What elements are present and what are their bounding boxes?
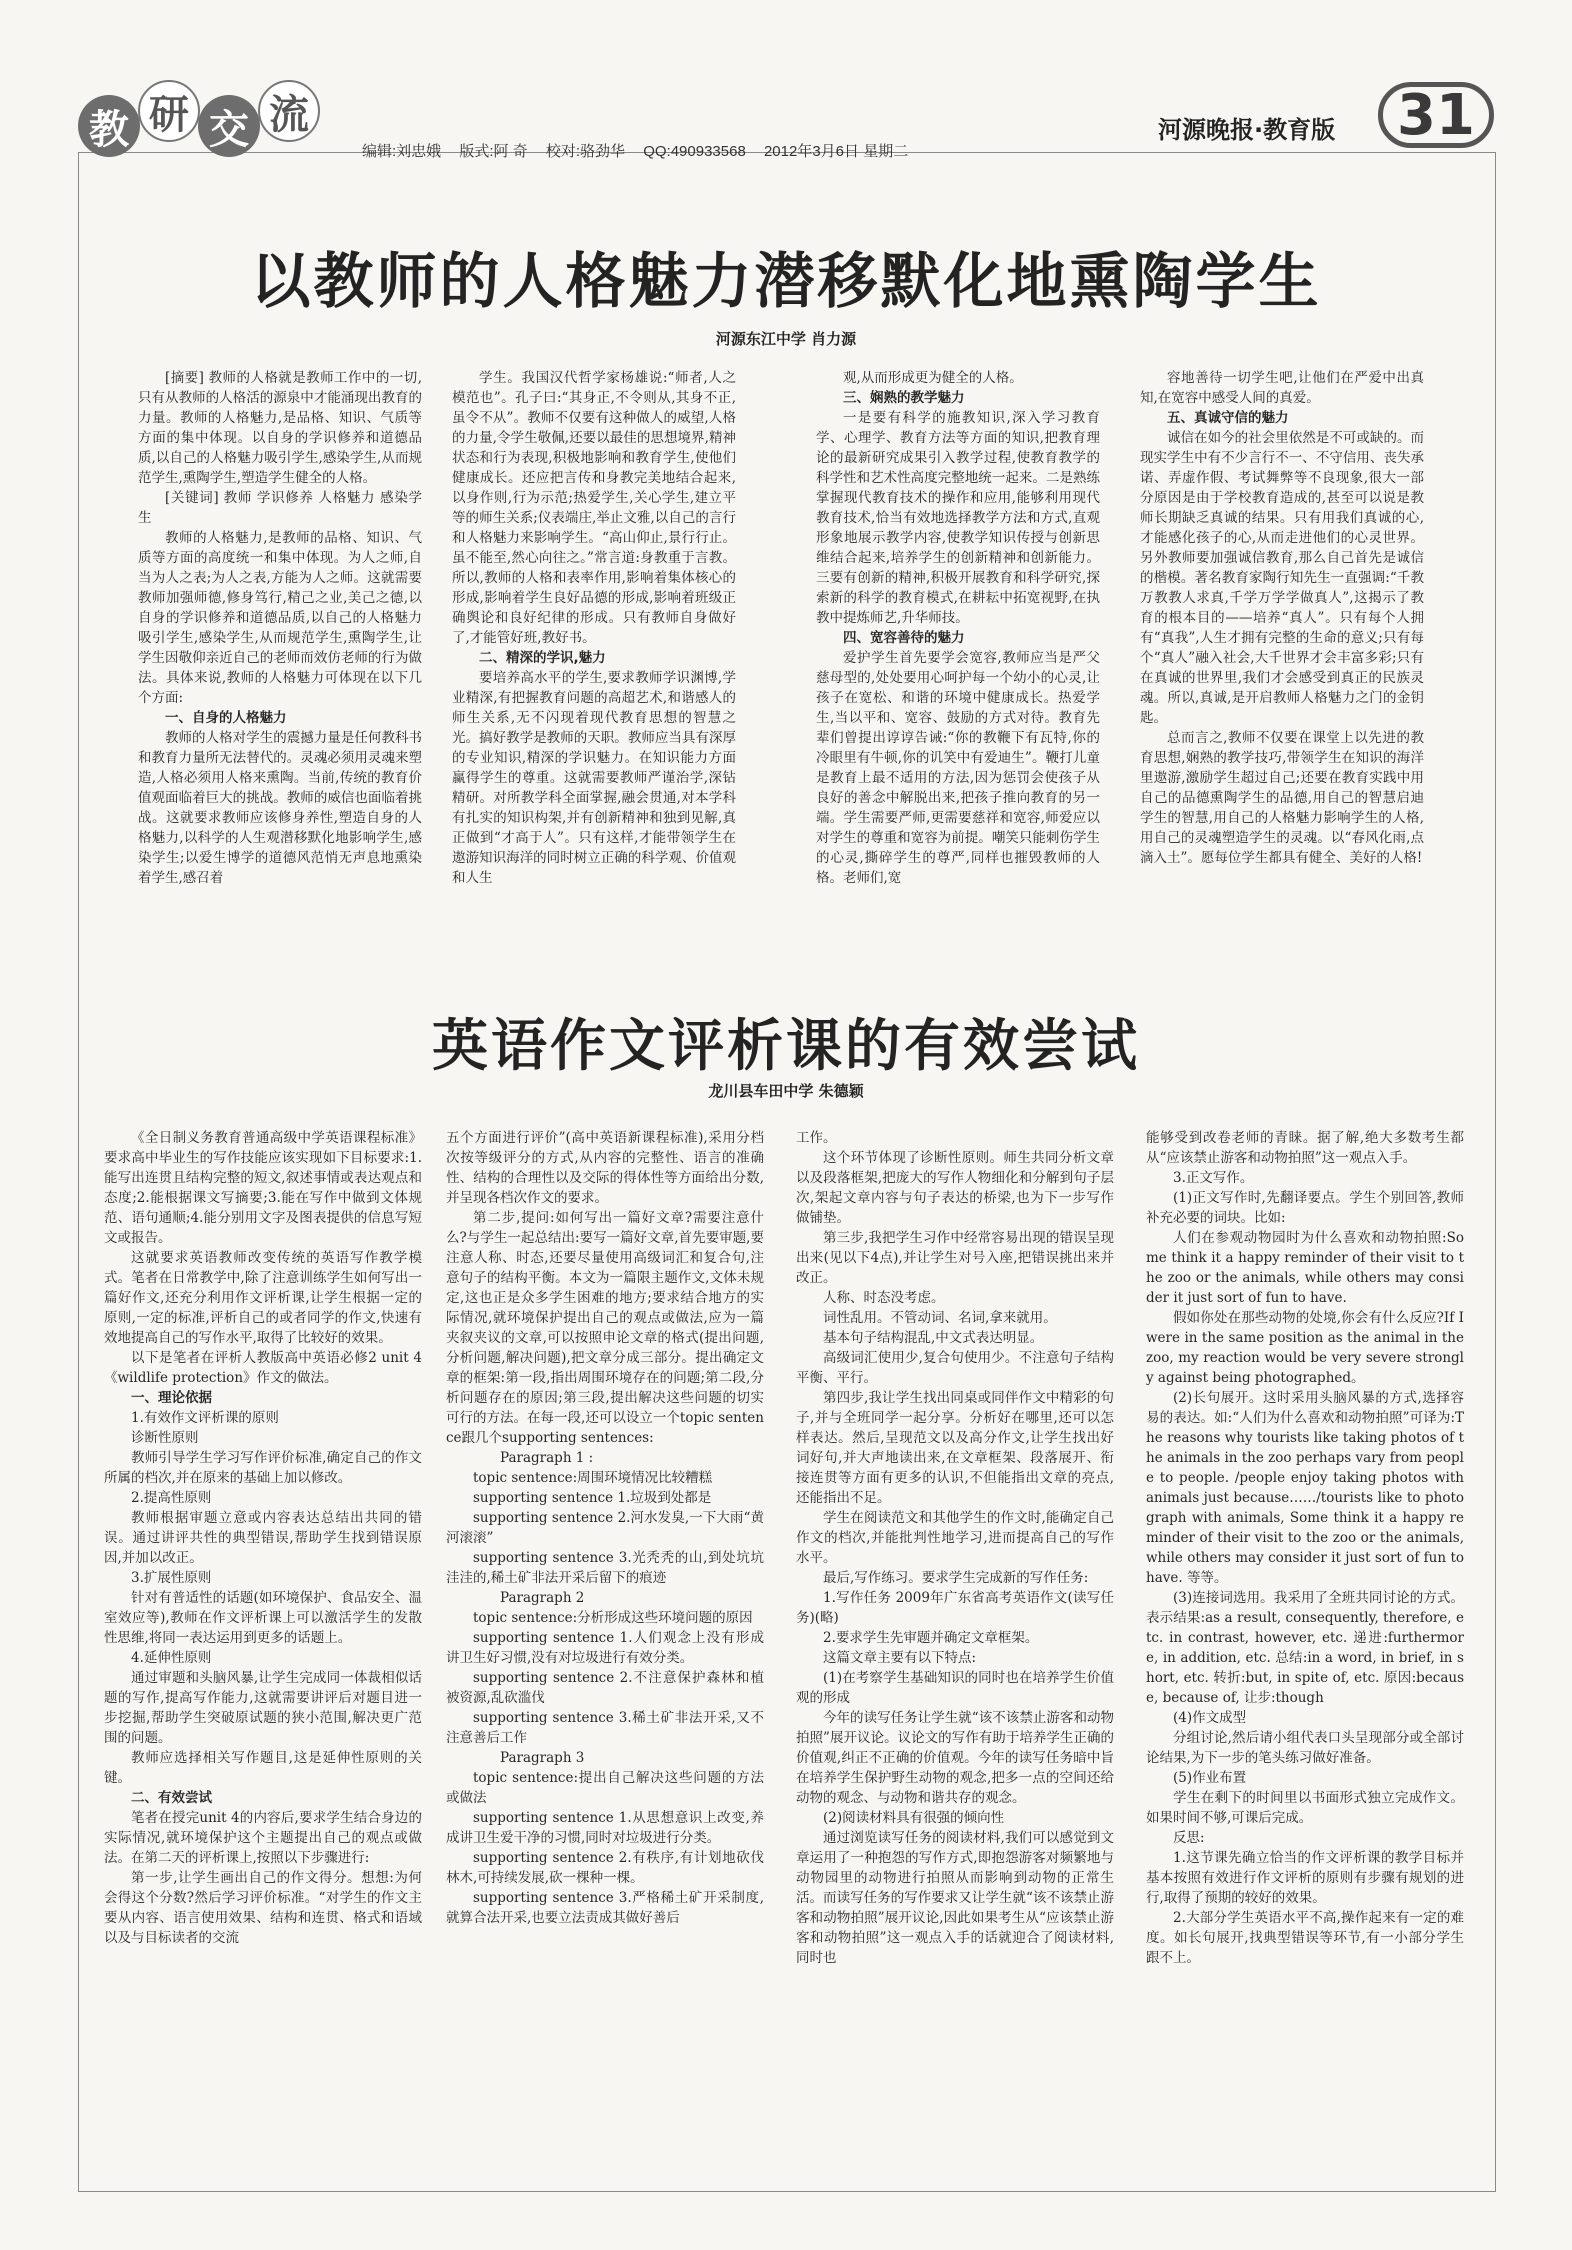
paragraph: 教师引导学生学习写作评价标准,确定自己的作文所属的档次,并在原来的基础上加以修改。	[104, 1450, 422, 1486]
paragraph: 第三步,我把学生习作中经常容易出现的错误呈现出来(见以下4点),并让学生对号入座,把错误挑出来并改正。	[796, 1230, 1114, 1286]
paragraph: 针对有普适性的话题(如环境保护、食品安全、温室效应等),教师在作文评析课上可以激活学生的发散性思维,将同一表达运用到更多的话题上。	[104, 1590, 422, 1646]
paragraph: 通过审题和头脑风暴,让学生完成同一体裁相似话题的写作,提高写作能力,这就需要讲评后对题目进一步挖掘,帮助学生突破原试题的狭小范围,解决更广范围的问题。	[104, 1670, 422, 1746]
paragraph: 笔者在授完unit 4的内容后,要求学生结合身边的实际情况,就环境保护这个主题提出自己的观点或做法。在第二天的评析课上,按照以下步骤进行:	[104, 1810, 422, 1866]
paragraph: Paragraph 3	[500, 1750, 585, 1766]
paragraph: supporting sentence 1.垃圾到处都是	[473, 1490, 712, 1506]
paragraph: 最后,写作练习。要求学生完成新的写作任务:	[823, 1570, 1089, 1586]
paragraph: (2)长句展开。这时采用头脑风暴的方式,选择容易的表达。如:“人们为什么喜欢和动物拍照”可译为:The reasons why tourists like taking photos of the animals in the zoo perhaps vary from people to people. /people enjoy taking photos with animals just because……/tourists like to photograph with animals, Some think it a happy reminder of their visit to the zoo or the animals, while others may consider it just sort of fun to have. 等等。	[1146, 1390, 1464, 1586]
paragraph: (4)作文成型	[1173, 1710, 1247, 1726]
paragraph: 以下是笔者在评析人教版高中英语必修2 unit 4《wildlife protection》作文的做法。	[104, 1350, 422, 1386]
article2-column-1	[104, 1128, 422, 2183]
subsection-label: 4.延伸性原则	[131, 1650, 212, 1666]
section-heading: 一、理论依据	[131, 1390, 212, 1406]
paragraph: 2.大部分学生英语水平不高,操作起来有一定的难度。如长句展开,找典型错误等环节,有一小部分学生跟不上。	[1146, 1910, 1464, 1966]
paragraph: 这就要求英语教师改变传统的英语写作教学模式。笔者在日常教学中,除了注意训练学生如何写出一篇好作文,还充分利用作文评析课,让学生根据一定的原则,一定的标准,评析自己的或者同学的作文,快速有效地提高自己的写作水平,取得了比较好的效果。	[104, 1250, 422, 1346]
paragraph: 总而言之,教师不仅要在课堂上以先进的教育思想,娴熟的教学技巧,带领学生在知识的海洋里遨游,激励学生超过自己;还要在教育实践中用自己的品德熏陶学生的品德,用自己的智慧启迪学生的智慧,用自己的人格魅力影响学生的人格,用自己的灵魂塑造学生的灵魂。以“春风化雨,点滴入土”。愿每位学生都具有健全、美好的人格!	[1140, 730, 1424, 866]
paragraph: 容地善待一切学生吧,让他们在严爱中出真知,在宽容中感受人间的真爱。	[1140, 370, 1424, 406]
subsection-label: 3.扩展性原则	[131, 1570, 212, 1586]
paragraph: 诚信在如今的社会里依然是不可或缺的。而现实学生中有不少言行不一、不守信用、丧失承诺、弄虚作假、考试舞弊等不良现象,很大一部分原因是由于学校教育造成的,甚至可以说是教师长期缺乏真诚的结果。只有用我们真诚的心,才能感化孩子的心,从而走进他们的心灵世界。另外教师要加强诚信教育,那么自己首先是诚信的楷模。著名教育家陶行知先生一直强调:“千教万教教人求真,千学万学学做真人”,这揭示了教育的根本目的——培养“真人”。只有每个人拥有“真我”,人生才拥有完整的生命的意义;只有每个“真人”融入社会,大千世界才会丰富多彩;只有在真诚的世界里,我们才会感受到真正的民族灵魂。所以,真诚,是开启教师人格魅力之门的金钥匙。	[1140, 430, 1424, 726]
newspaper-brand: 河源晚报·教育版	[1158, 116, 1336, 144]
paragraph: 2.要求学生先审题并确定文章框架。	[823, 1630, 1039, 1646]
paragraph: supporting sentence 2.不注意保护森林和植被资源,乱砍滥伐	[446, 1670, 764, 1706]
section-heading: 四、宽容善待的魅力	[843, 630, 965, 646]
paragraph: supporting sentence 2.有秩序,有计划地砍伐林木,可持续发展,砍一棵种一棵。	[446, 1850, 764, 1886]
paragraph: topic sentence:分析形成这些环境问题的原因	[473, 1610, 753, 1626]
section-heading: 二、有效尝试	[131, 1790, 212, 1806]
paragraph: 能够受到改卷老师的青睐。据了解,绝大多数考生都从“应该禁止游客和动物拍照”这一观点入手。	[1146, 1130, 1464, 1166]
paragraph: 高级词汇使用少,复合句使用少。不注意句子结构平衡、平行。	[796, 1350, 1114, 1386]
paragraph: 教师的人格魅力,是教师的品格、知识、气质等方面的高度统一和集中体现。为人之师,自当为人之表;为人之表,方能为人之师。这就需要教师加强师德,修身笃行,精己之业,美己之德,以自身的学识修养和道德品质,以自己的人格魅力吸引学生,感染学生,从而规范学生,熏陶学生,让学生因敬仰亲近自己的老师而效仿老师的行为做法。具体来说,教师的人格魅力可体现在以下几个方面:	[138, 530, 422, 706]
section-heading: 二、精深的学识,魅力	[479, 650, 606, 666]
paragraph: (1)在考察学生基础知识的同时也在培养学生价值观的形成	[796, 1670, 1114, 1706]
paragraph: supporting sentence 3.严格稀土矿开采制度,就算合法开采,也要立法责成其做好善后	[446, 1890, 764, 1926]
article2-column-3	[796, 1128, 1114, 2183]
article2-title: 英语作文评析课的有效尝试	[432, 1014, 1140, 1079]
section-char-3: 交	[198, 95, 260, 157]
paragraph: 学生。我国汉代哲学家杨雄说:“师者,人之模范也”。孔子曰:“其身正,不令则从,其身不正,虽令不从”。教师不仅要有这种做人的威望,人格的力量,令学生敬佩,还要以最佳的思想境界,精神状态和行为表现,积极地影响和教育学生,使他们健康成长。还应把言传和身教完美地结合起来,以身作则,行为示范;热爱学生,关心学生,建立平等的师生关系;仪表端庄,举止文雅,以自己的言行和人格魅力来影响学生。“高山仰止,景行行止。虽不能至,然心向往之。”常言道:身教重于言教。所以,教师的人格和表率作用,影响着集体核心的形成,影响着学生良好品德的形成,影响着班级正确舆论和良好纪律的形成。只有教师自身做好了,才能管好班,教好书。	[452, 370, 736, 646]
paragraph: 工作。	[796, 1130, 837, 1146]
paragraph: [关键词] 教师 学识修养 人格魅力 感染学生	[138, 490, 422, 526]
article2-column-4	[1146, 1128, 1464, 2183]
paragraph: 第四步,我让学生找出同桌或同伴作文中精彩的句子,并与全班同学一起分享。分析好在哪里,还可以怎样表达。然后,呈现范文以及高分作文,让学生找出好词好句,并大声地读出来,在文章框架、段落展开、衔接连贯等方面有更多的认识,不但能指出文章的亮点,还能指出不足。	[796, 1390, 1114, 1506]
section-char-1: 教	[78, 95, 140, 157]
paragraph: Paragraph 1 :	[500, 1450, 594, 1466]
paragraph: supporting sentence 2.河水发臭,一下大雨“黄河滚滚”	[446, 1510, 764, 1546]
proof-credit: 校对:骆劲华	[545, 143, 626, 160]
paragraph: 五个方面进行评价”(高中英语新课程标准),采用分档次按等级评分的方式,从内容的完整性、语言的准确性、结构的合理性以及交际的得体性等方面给出分数,并呈现各档次作文的要求。	[446, 1130, 764, 1206]
paragraph: topic sentence:周围环境情况比较糟糕	[473, 1470, 713, 1486]
paragraph: 要培养高水平的学生,要求教师学识渊博,学业精深,有把握教育问题的高超艺术,和谐感人的师生关系,无不闪现着现代教育思想的智慧之光。搞好教学是教师的天职。教师应当具有深厚的专业知识,精深的学识魅力。在知识能力方面赢得学生的尊重。这就需要教师严谨治学,深钻精研。对所教学科全面掌握,融会贯通,对本学科有扎实的知识构架,并有创新精神和独到见解,真正做到“才高于人”。只有这样,才能带领学生在遨游知识海洋的同时树立正确的科学观、价值观和人生	[452, 670, 736, 886]
paragraph: supporting sentence 1.人们观念上没有形成讲卫生好习惯,没有对垃圾进行有效分类。	[446, 1630, 764, 1666]
article2-byline: 龙川县车田中学 朱德颖	[708, 1082, 864, 1100]
subsection-label: 诊断性原则	[131, 1430, 199, 1446]
paragraph: 学生在剩下的时间里以书面形式独立完成作文。如果时间不够,可课后完成。	[1146, 1790, 1464, 1826]
paragraph: [摘要] 教师的人格就是教师工作中的一切,只有从教师的人格活的源泉中才能涌现出教育的力量。教师的人格魅力,是品格、知识、气质等方面的集中体现。以自身的学识修养和道德品质,以自己的人格魅力吸引学生,感染学生,从而规范学生,熏陶学生,塑造学生健全的人格。	[138, 370, 422, 486]
page-number: 31	[1378, 82, 1494, 148]
paragraph: 1.写作任务 2009年广东省高考英语作文(读写任务)(略)	[796, 1590, 1114, 1626]
layout-credit: 版式:阿 奇	[459, 143, 528, 160]
article1-column-3	[816, 368, 1100, 938]
paragraph: 学生在阅读范文和其他学生的作文时,能确定自己作文的档次,并能批判性地学习,进而提高自己的写作水平。	[796, 1510, 1114, 1566]
paragraph: 《全日制义务教育普通高级中学英语课程标准》要求高中毕业生的写作技能应该实现如下目标要求:1.能写出连贯且结构完整的短文,叙述事情或表达观点和态度;2.能根据课文写摘要;3.能在写作中做到文体规范、语句通顺;4.能分别用文字及图表提供的信息写短文或报告。	[104, 1130, 422, 1246]
issue-date: 2012年3月6日 星期二	[763, 143, 909, 160]
paragraph: 分组讨论,然后请小组代表口头呈现部分或全部讨论结果,为下一步的笔头练习做好准备。	[1146, 1730, 1464, 1766]
subsection-label: 1.有效作文评析课的原则	[131, 1410, 279, 1426]
paragraph: 第一步,让学生画出自己的作文得分。想想:为何会得这个分数?然后学习评价标准。“对学生的作文主要从内容、语言使用效果、结构和连贯、格式和语域以及与目标读者的交流	[104, 1870, 422, 1946]
paragraph: 人们在参观动物园时为什么喜欢和动物拍照:Some think it a happy reminder of their visit to the zoo or the animals, while others may consider it just sort of fun to have.	[1146, 1230, 1464, 1306]
paragraph: 教师的人格对学生的震撼力量是任何教科书和教育力量所无法替代的。灵魂必须用灵魂来塑造,人格必须用人格来熏陶。当前,传统的教育价值观面临着巨大的挑战。教师的威信也面临着挑战。这就要求教师应该修身养性,塑造自身的人格魅力,以科学的人生观潜移默化地影响学生,感染学生;以爱生博学的道德风范悄无声息地熏染着学生,感召着	[138, 730, 422, 886]
paragraph: 通过浏览读写任务的阅读材料,我们可以感觉到文章运用了一种抱怨的写作方式,即抱怨游客对频繁地与动物园里的动物进行拍照从而影响到动物的正常生活。而读写任务的写作要求又让学生就“该不该禁止游客和动物拍照”展开议论,因此如果考生从“应该禁止游客和动物拍照”这一观点入手的话就迎合了阅读材料,同时也	[796, 1830, 1114, 1966]
section-heading: 一、自身的人格魅力	[165, 710, 287, 726]
paragraph: supporting sentence 3.稀土矿非法开采,又不注意善后工作	[446, 1710, 764, 1746]
paragraph: (5)作业布置	[1173, 1770, 1247, 1786]
paragraph: 教师根据审题立意或内容表达总结出共同的错误。通过讲评共性的典型错误,帮助学生找到错误原因,并加以改正。	[104, 1510, 422, 1566]
paragraph: (2)阅读材料具有很强的倾向性	[823, 1810, 1005, 1826]
qq-number: QQ:490933568	[643, 143, 746, 160]
section-heading: 五、真诚守信的魅力	[1167, 410, 1289, 426]
paragraph: 教师应选择相关写作题目,这是延伸性原则的关键。	[104, 1750, 422, 1786]
section-char-4: 流	[258, 80, 320, 142]
paragraph: 词性乱用。不管动词、名词,拿来就用。	[823, 1310, 1057, 1326]
article1-column-4	[1140, 368, 1424, 938]
paragraph: 基本句子结构混乱,中文式表达明显。	[823, 1330, 1044, 1346]
article1-title: 以教师的人格魅力潜移默化地熏陶学生	[250, 247, 1322, 317]
paragraph: 第二步,提问:如何写出一篇好文章?需要注意什么?与学生一起总结出:要写一篇好文章,首先要审题,要注意人称、时态,还要尽量使用高级词汇和复合句,注意句子的结构平衡。本文为一篇限主题作文,文体未规定,这也正是众多学生困难的地方;要求结合地方的实际情况,就环境保护提出自己的观点或做法,应为一篇夹叙夹议的文章,可以按照申论文章的格式(提出问题,分析问题,解决问题),把文章分成三部分。提出确定文章的框架:第一段,指出周围环境存在的问题;第二段,分析问题存在的原因;第三段,提出解决这些问题的切实可行的方法。在每一段,还可以设立一个topic sentence跟几个supporting sentences:	[446, 1210, 764, 1446]
paragraph: 人称、时态没考虑。	[823, 1290, 945, 1306]
article1-byline: 河源东江中学 肖力源	[715, 330, 857, 348]
paragraph: 假如你处在那些动物的处境,你会有什么反应?If I were in the same position as the animal in the zoo, my reaction would be very severe strongly against being photographed。	[1146, 1310, 1464, 1386]
paragraph: (3)连接词选用。我采用了全班共同讨论的方式。表示结果:as a result, consequently, therefore, etc. in contrast, however, etc. 递进:furthermore, in addition, etc. 总结:in a word, in brief, in short, etc. 转折:but, in spite of, etc. 原因:because, because of, 让步:though	[1146, 1590, 1464, 1706]
paragraph: supporting sentence 1.从思想意识上改变,养成讲卫生爱干净的习惯,同时对垃圾进行分类。	[446, 1810, 764, 1846]
paragraph: 一是要有科学的施教知识,深入学习教育学、心理学、教育方法等方面的知识,把教育理论的最新研究成果引入教学过程,使教育教学的科学性和艺术性高度完整地统一起来。二是熟练掌握现代教育技术的操作和应用,能够利用现代教育技术,恰当有效地选择教学方法和方式,直观形象地展示教学内容,使教学知识传授与创新思维结合起来,培养学生的创新精神和创新能力。三要有创新的精神,积极开展教育和科学研究,探索新的科学的教育模式,在耕耘中拓宽视野,在执教中提炼师艺,升华师技。	[816, 410, 1100, 626]
paragraph: 观,从而形成更为健全的人格。	[843, 370, 1023, 386]
paragraph: Paragraph 2	[500, 1590, 585, 1606]
paragraph: 爱护学生首先要学会宽容,教师应当是严父慈母型的,处处要用心呵护每一个幼小的心灵,让孩子在宽松、和谐的环境中健康成长。热爱学生,当以平和、宽容、鼓励的方式对待。教育先辈们曾提出谆谆告诫:“你的教鞭下有瓦特,你的冷眼里有牛顿,你的讥笑中有爱迪生”。鞭打儿童是教育上最不适用的方法,因为惩罚会使孩子从良好的善念中解脱出来,把孩子推向教育的另一端。学生需要严师,更需要慈祥和宽容,师爱应以对学生的尊重和宽容为前提。嘲笑只能刺伤学生的心灵,撕碎学生的尊严,同样也摧毁教师的人格。老师们,宽	[816, 650, 1100, 886]
paragraph: 反思:	[1173, 1830, 1205, 1846]
paragraph: (1)正文写作时,先翻译要点。学生个别回答,教师补充必要的词块。比如:	[1146, 1190, 1464, 1226]
paragraph: topic sentence:提出自己解决这些问题的方法或做法	[446, 1770, 764, 1806]
paragraph: 1.这节课先确立恰当的作文评析课的教学目标并基本按照有效进行作文评析的原则有步骤有规划的进行,取得了预期的较好的效果。	[1146, 1850, 1464, 1906]
article1-column-2	[452, 368, 736, 938]
paragraph: supporting sentence 3.光秃秃的山,到处坑坑洼洼的,稀土矿非法开采后留下的痕迹	[446, 1550, 764, 1586]
header-credits	[362, 140, 922, 161]
paragraph: 这个环节体现了诊断性原则。师生共同分析文章以及段落框架,把庞大的写作人物细化和分解到句子层次,架起文章内容与句子表达的桥梁,也为下一步写作做铺垫。	[796, 1150, 1114, 1226]
section-heading: 三、娴熟的教学魅力	[843, 390, 965, 406]
section-char-2: 研	[138, 80, 200, 142]
paragraph: 这篇文章主要有以下特点:	[823, 1650, 977, 1666]
paragraph: 3.正文写作。	[1173, 1170, 1254, 1186]
editor-credit: 编辑:刘忠娥	[362, 143, 442, 160]
article1-column-1	[138, 368, 422, 938]
article2-column-2	[446, 1128, 764, 2183]
subsection-label: 2.提高性原则	[131, 1490, 212, 1506]
paragraph: 今年的读写任务让学生就“该不该禁止游客和动物拍照”展开议论。议论文的写作有助于培养学生正确的价值观,纠正不正确的价值观。今年的读写任务暗中旨在培养学生保护野生动物的观念,把多一点的空间还给动物的观念、与动物和谐共存的观念。	[796, 1710, 1114, 1806]
